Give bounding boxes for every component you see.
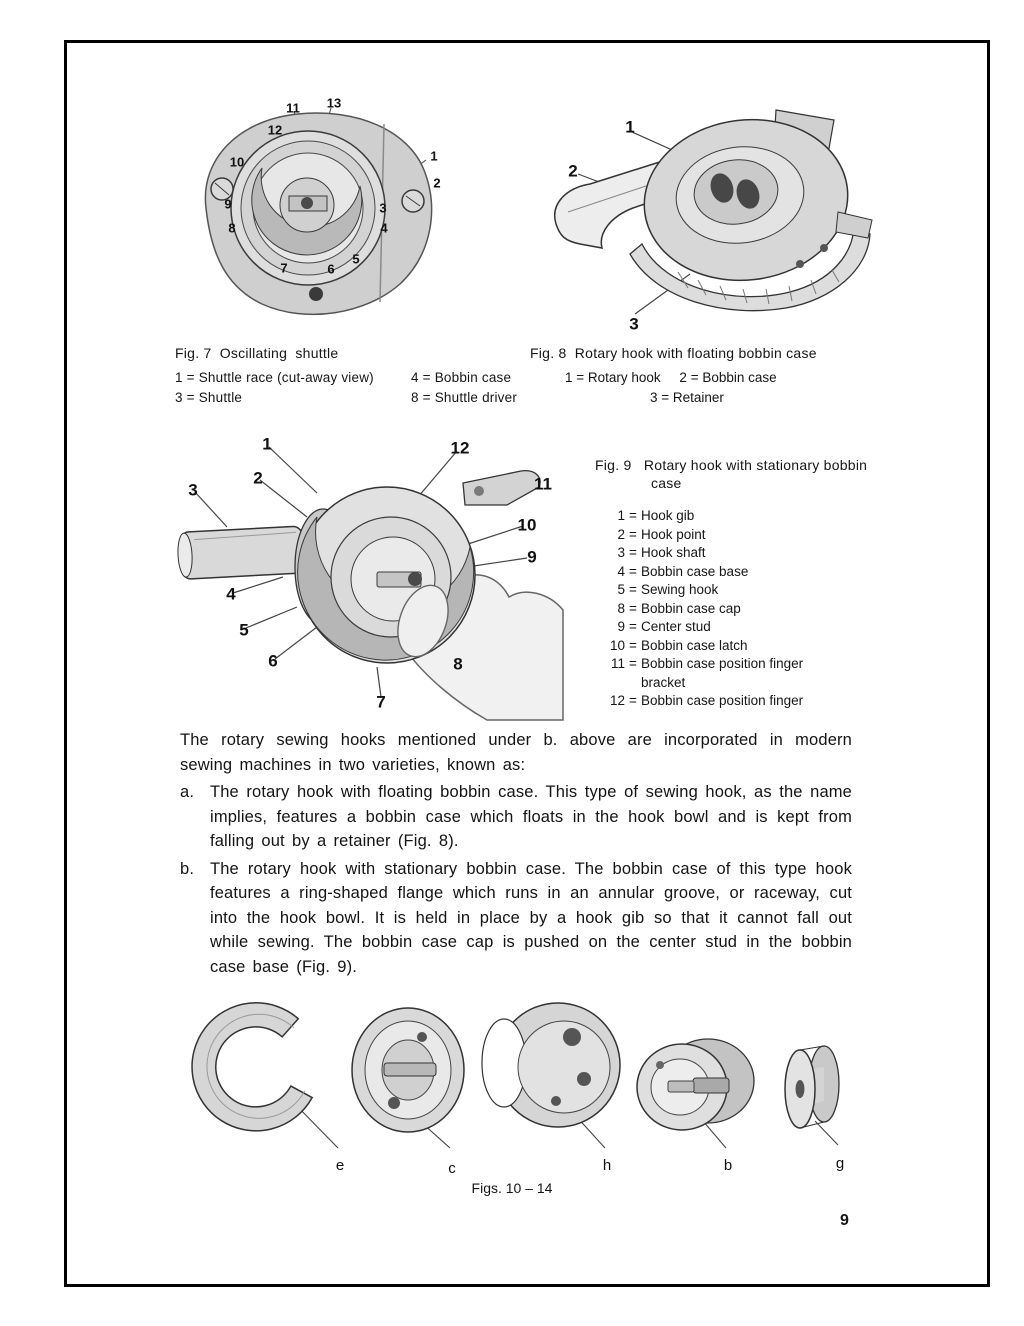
fig7-legend-item: 8 = Shuttle driver [411, 390, 518, 405]
figure-9-rotary-hook-stationary [165, 425, 565, 725]
fig7-callout: 4 [380, 220, 388, 236]
fig9-legend-label: Hook gib [641, 508, 695, 523]
fig9-legend-label: Bobbin case position finger [641, 693, 804, 708]
list-text-a: The rotary hook with floating bobbin case. This type of sewing hook, as the name implies, features a bobbin case which floats in the hook bowl and is kept from falling out by a retainer (Fig. 8). [210, 783, 852, 850]
fig9-legend-label: Bobbin case latch [641, 637, 748, 653]
fig9-callout: 5 [239, 620, 249, 640]
fig9-legend-num: 8 [617, 600, 625, 616]
fig9-legend-num: 3 [617, 545, 625, 560]
fig8-callout: 3 [629, 314, 639, 334]
equals-sign: = [629, 656, 637, 671]
fig9-legend-label: Bobbin case base [641, 563, 749, 579]
body-text [180, 728, 852, 979]
fig9-legend-num: 9 [617, 619, 625, 634]
fig9-callout: 10 [517, 515, 537, 535]
fig9-callout: 9 [527, 547, 537, 567]
equals-sign: = [629, 563, 637, 579]
fig7-callout: 9 [224, 196, 232, 212]
list-text-b: The rotary hook with stationary bobbin case. The bobbin case of this type hook features a ring-shaped flange which runs in an annular groove, or raceway, cut into the hook bowl. It is held in place by a hook gib so that it cannot fall out while sewing. The bobbin case cap is pushed on the center stud in the bobbin case base (Fig. 9). [210, 859, 852, 976]
fig9-legend-label: Bobbin case position finger bracket [641, 656, 804, 690]
fig9-legend-label: Bobbin case cap [641, 600, 741, 616]
fig9-legend-num: 5 [617, 582, 625, 597]
equals-sign: = [629, 600, 637, 616]
fig9-callout: 2 [253, 468, 263, 488]
equals-sign: = [629, 526, 637, 542]
fig9-legend-label: Center stud [641, 619, 711, 634]
rotary-hook-floating-illustration [538, 92, 883, 337]
fig9-caption: Fig. 9 Rotary hook with stationary bobbin case [595, 457, 872, 491]
fig7-callout: 1 [430, 148, 438, 164]
part-label-c: c [448, 1160, 456, 1177]
equals-sign: = [629, 545, 637, 560]
fig7-legend-item: 4 = Bobbin case [411, 370, 512, 385]
figures-10-14-parts [160, 985, 870, 1190]
fig9-legend-label: Sewing hook [641, 582, 719, 597]
fig9-legend-label: Hook shaft [641, 545, 706, 560]
fig9-text-block [595, 456, 945, 711]
fig8-callout: 1 [625, 117, 635, 137]
fig7-callout: 12 [267, 122, 283, 138]
figure-8-rotary-hook-floating [538, 92, 883, 337]
equals-sign: = [629, 619, 637, 634]
fig9-callout: 1 [262, 434, 272, 454]
hook-parts-illustration [160, 985, 870, 1150]
fig9-legend-num: 10 [609, 637, 625, 653]
figs-10-14-caption: Figs. 10 – 14 [471, 1180, 553, 1196]
list-marker-b: b. [180, 859, 195, 878]
rotary-hook-stationary-illustration [165, 425, 565, 725]
equals-sign: = [629, 693, 637, 708]
equals-sign: = [629, 508, 637, 523]
fig9-callout: 3 [188, 480, 198, 500]
fig7-caption: Fig. 7 Oscillating shuttle [175, 345, 339, 361]
part-label-g: g [835, 1155, 845, 1172]
fig9-legend-label: Hook point [641, 526, 706, 542]
list-marker-a: a. [180, 783, 195, 801]
fig9-callout: 12 [450, 438, 470, 458]
fig7-callout: 2 [433, 175, 441, 191]
part-label-e: e [335, 1157, 345, 1174]
fig9-legend-num: 12 [609, 693, 625, 708]
equals-sign: = [629, 637, 637, 653]
fig9-legend-num: 11 [610, 656, 625, 671]
fig7-callout: 8 [228, 220, 236, 236]
fig9-legend-num: 1 [617, 508, 625, 523]
list-item-a [180, 780, 852, 854]
part-label-b: b [723, 1157, 733, 1174]
fig7-legend-item: 3 = Shuttle [175, 390, 243, 405]
fig9-callout: 6 [268, 651, 278, 671]
fig7-callout: 5 [352, 251, 360, 267]
fig9-callout: 11 [534, 474, 552, 494]
fig7-callout: 13 [326, 95, 342, 111]
equals-sign: = [629, 582, 637, 597]
fig9-callout: 8 [453, 654, 463, 674]
page-number: 9 [840, 1212, 849, 1229]
fig7-legend [175, 368, 535, 408]
figure-7-oscillating-shuttle [170, 88, 470, 343]
intro-paragraph: The rotary sewing hooks mentioned under b. above are incorporated in modern sewing machines in two varieties, known as: [180, 731, 852, 774]
fig9-legend-num: 2 [617, 526, 625, 542]
fig7-callout: 3 [379, 200, 387, 216]
fig7-callout: 10 [229, 154, 245, 170]
list-item-b [180, 857, 852, 980]
fig8-caption: Fig. 8 Rotary hook with floating bobbin case [530, 345, 817, 361]
fig7-legend-item: 1 = Shuttle race (cut-away view) [175, 370, 374, 385]
fig9-callout: 7 [376, 692, 386, 712]
fig9-legend-num: 4 [617, 563, 625, 579]
fig7-callout: 6 [327, 261, 335, 277]
fig8-callout: 2 [568, 161, 578, 181]
fig8-legend-line1: 1 = Rotary hook 2 = Bobbin case [565, 370, 777, 385]
oscillating-shuttle-illustration [170, 88, 470, 338]
fig9-callout: 4 [226, 584, 236, 604]
fig7-callout: 11 [286, 100, 300, 116]
fig9-legend [603, 507, 945, 711]
fig8-legend-line2: 3 = Retainer [650, 390, 724, 405]
fig7-callout: 7 [280, 260, 288, 276]
part-label-h: h [602, 1157, 612, 1174]
